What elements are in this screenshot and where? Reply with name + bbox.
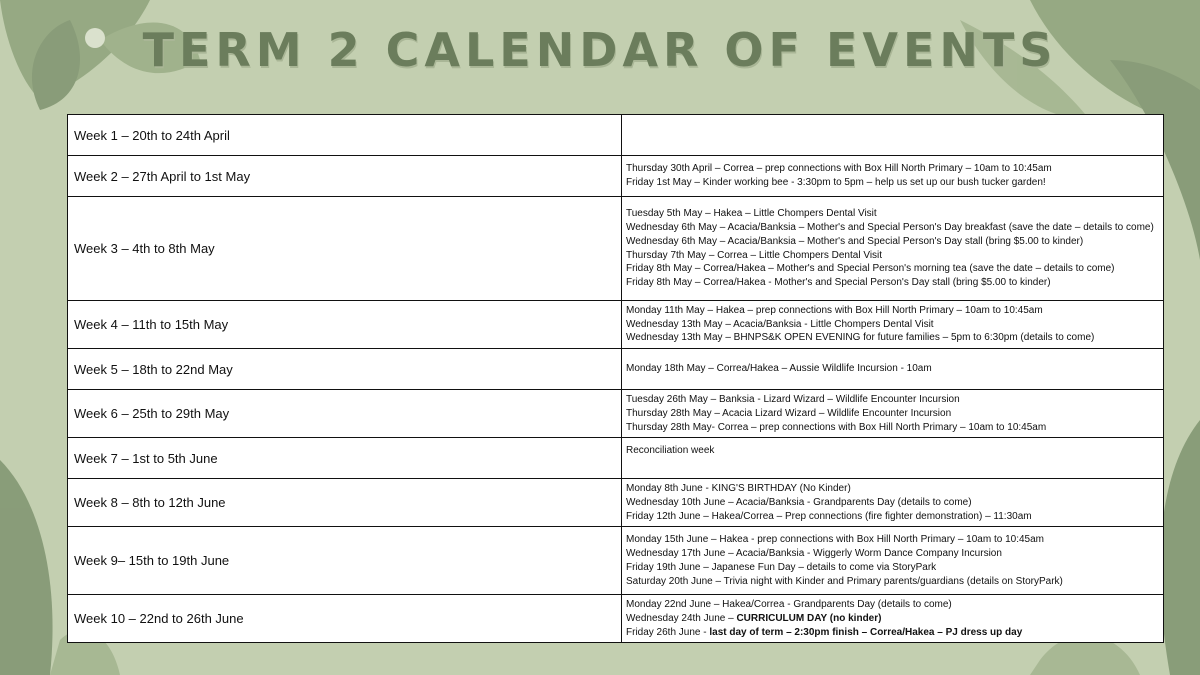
event-item: Wednesday 6th May – Acacia/Banksia – Mother's and Special Person's Day breakfast (save the date – details to come) [626,222,1154,234]
events-cell [622,349,1164,390]
event-highlight: CURRICULUM DAY (no kinder) [736,613,882,625]
events-cell [622,301,1164,349]
week-label: Week 2 – 27th April to 1st May [68,156,622,197]
events-cell [622,527,1164,595]
table-row [68,479,1164,527]
event-item [626,612,1159,626]
event-item: Wednesday 10th June – Acacia/Banksia - Grandparents Day (details to come) [626,496,972,508]
event-prefix: Wednesday 24th June – [626,613,737,625]
event-item: Friday 8th May – Correa/Hakea - Mother's and Special Person's Day stall (bring $5.00 to kinder) [626,276,1051,288]
events-cell [622,115,1164,156]
event-item: Friday 1st May – Kinder working bee - 3:30pm to 5pm – help us set up our bush tucker garden! [626,177,1046,188]
event-item: Friday 8th May – Correa/Hakea – Mother's and Special Person's morning tea (save the date – details to come) [626,263,1115,275]
week-label: Week 4 – 11th to 15th May [68,301,622,349]
table-row [68,115,1164,156]
event-item: Monday 11th May – Hakea – prep connections with Box Hill North Primary – 10am to 10:45am [626,305,1043,316]
week-label: Week 10 – 22nd to 26th June [68,595,622,643]
event-item: Friday 19th June – Japanese Fun Day – details to come via StoryPark [626,561,937,573]
events-cell [622,438,1164,479]
event-item: Monday 15th June – Hakea - prep connections with Box Hill North Primary – 10am to 10:45am [626,534,1044,546]
events-cell [622,197,1164,301]
event-item: Thursday 7th May – Correa – Little Chompers Dental Visit [626,249,883,261]
events-cell [622,156,1164,197]
event-prefix: Friday 26th June - [626,626,710,638]
week-label: Week 6 – 25th to 29th May [68,390,622,438]
table-row [68,527,1164,595]
event-item: Monday 18th May – Correa/Hakea – Aussie Wildlife Incursion - 10am [626,363,932,375]
table-row [68,301,1164,349]
event-item: Reconciliation week [626,445,715,457]
event-item [626,626,1159,640]
week-label: Week 9– 15th to 19th June [68,527,622,595]
week-label: Week 8 – 8th to 12th June [68,479,622,527]
event-item: Friday 12th June – Hakea/Correa – Prep connections (fire fighter demonstration) – 11:30am [626,510,1032,522]
event-item: Wednesday 6th May – Acacia/Banksia – Mother's and Special Person's Day stall (bring $5.00 to kinder) [626,235,1084,247]
week-label: Week 5 – 18th to 22nd May [68,349,622,390]
event-item: Tuesday 5th May – Hakea – Little Chompers Dental Visit [626,208,877,220]
table-row [68,390,1164,438]
page-title: TERM 2 CALENDAR OF EVENTS [142,23,1058,77]
event-item: Thursday 28th May – Acacia Lizard Wizard – Wildlife Encounter Incursion [626,407,952,419]
events-cell [622,595,1164,643]
events-cell [622,390,1164,438]
event-item: Thursday 30th April – Correa – prep connections with Box Hill North Primary – 10am to 10:45am [626,163,1052,175]
events-table [67,114,1164,643]
event-item: Wednesday 13th May – BHNPS&K OPEN EVENING for future families – 5pm to 6:30pm (details to come) [626,332,1095,344]
events-cell [622,479,1164,527]
table-row [68,595,1164,643]
event-highlight: last day of term – 2:30pm finish – Correa/Hakea – PJ dress up day [709,626,1023,638]
table-row [68,197,1164,301]
table-row [68,349,1164,390]
week-label: Week 7 – 1st to 5th June [68,438,622,479]
event-item: Monday 8th June - KING'S BIRTHDAY (No Kinder) [626,483,851,495]
table-row [68,438,1164,479]
event-item: Monday 22nd June – Hakea/Correa - Grandparents Day (details to come) [626,599,952,611]
event-item: Wednesday 17th June – Acacia/Banksia - Wiggerly Worm Dance Company Incursion [626,548,1002,560]
event-item: Thursday 28th May- Correa – prep connections with Box Hill North Primary – 10am to 10:45am [626,421,1047,433]
week-label: Week 1 – 20th to 24th April [68,115,622,156]
week-label: Week 3 – 4th to 8th May [68,197,622,301]
table-row [68,156,1164,197]
event-item: Wednesday 13th May – Acacia/Banksia - Little Chompers Dental Visit [626,318,934,330]
event-item: Tuesday 26th May – Banksia - Lizard Wizard – Wildlife Encounter Incursion [626,394,960,406]
event-item: Saturday 20th June – Trivia night with Kinder and Primary parents/guardians (details on StoryPark) [626,575,1063,587]
